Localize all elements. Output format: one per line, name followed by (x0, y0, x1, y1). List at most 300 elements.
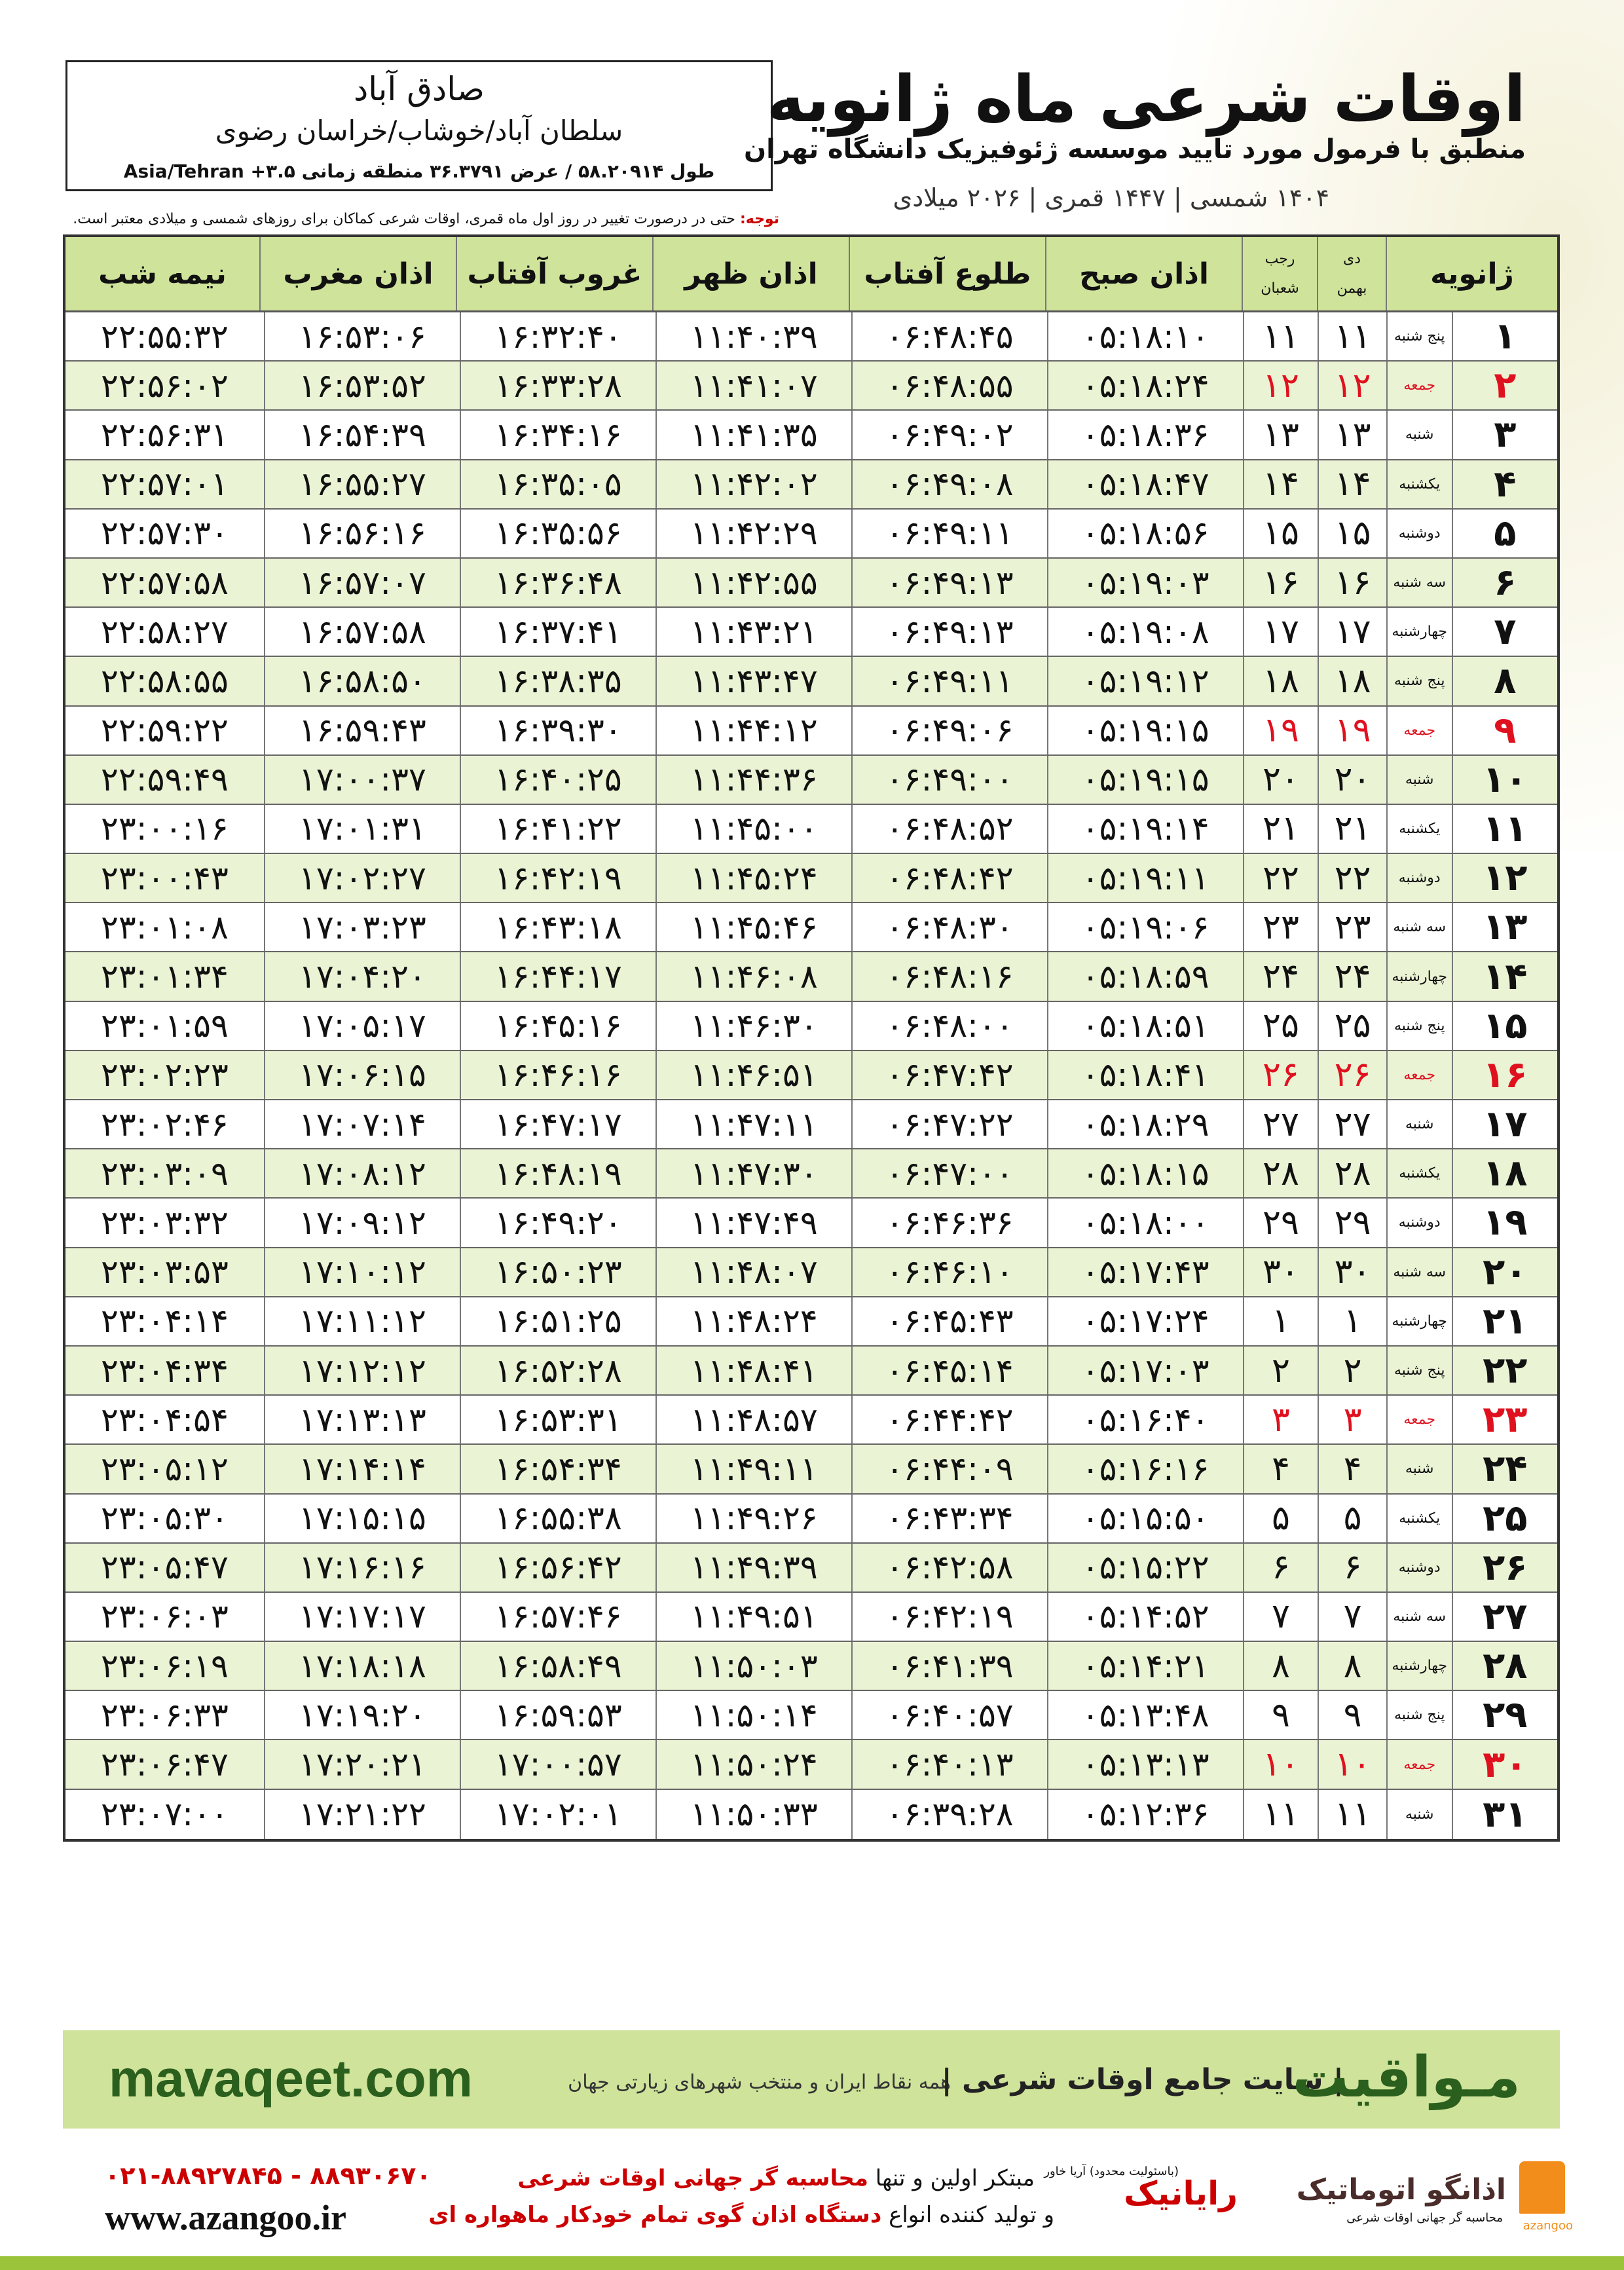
maghrib-time: ۱۶:۵۳:۵۲ (264, 362, 460, 409)
sunset-time: ۱۶:۵۱:۲۵ (460, 1297, 655, 1345)
weekday: سه شنبه (1386, 1593, 1452, 1641)
sunrise-time: ۰۶:۴۵:۴۳ (851, 1297, 1047, 1345)
solar-day: ۳۰ (1318, 1248, 1386, 1296)
sunrise-time: ۰۶:۴۴:۴۲ (851, 1396, 1047, 1443)
weekday: دوشنبه (1386, 1544, 1452, 1591)
weekday: چهارشنبه (1386, 608, 1452, 656)
midnight-time: ۲۳:۰۶:۱۹ (101, 1647, 229, 1685)
midnight-time: ۲۳:۰۰:۱۶ (101, 809, 229, 848)
solar-day: ۴ (1318, 1445, 1386, 1493)
solar-day: ۸ (1318, 1642, 1386, 1690)
table-row (65, 1149, 1557, 1199)
location-box (65, 60, 773, 191)
header-lunar-months (1242, 237, 1317, 310)
lunar-day: ۱ (1243, 1297, 1318, 1345)
table-row (65, 1297, 1557, 1347)
sunset-time: ۱۶:۵۹:۵۳ (460, 1691, 655, 1739)
midnight-time: ۲۲:۵۵:۳۲ (101, 317, 229, 356)
weekday: پنج شنبه (1386, 657, 1452, 705)
table-row (65, 312, 1557, 362)
fajr-time: ۰۵:۱۹:۱۴ (1047, 805, 1243, 853)
maghrib-time: ۱۷:۱۵:۱۵ (264, 1495, 460, 1542)
solar-day: ۱۱ (1318, 312, 1386, 360)
weekday: یکشنبه (1386, 1495, 1452, 1542)
sunrise-time: ۰۶:۴۹:۱۱ (851, 510, 1047, 557)
table-row (65, 854, 1557, 903)
sunrise-time: ۰۶:۴۸:۵۲ (851, 805, 1047, 853)
dhuhr-time: ۱۱:۵۰:۲۴ (655, 1740, 851, 1788)
dhuhr-time: ۱۱:۴۷:۱۱ (655, 1100, 851, 1148)
midnight-time: ۲۳:۰۱:۵۹ (101, 1007, 229, 1045)
midnight-time: ۲۳:۰۷:۰۰ (101, 1795, 229, 1834)
fajr-time: ۰۵:۱۴:۲۱ (1047, 1642, 1243, 1690)
day-number: ۲۹ (1452, 1691, 1557, 1739)
maghrib-time: ۱۷:۰۰:۳۷ (264, 756, 460, 804)
table-row (65, 1396, 1557, 1445)
dhuhr-time: ۱۱:۴۴:۱۲ (655, 707, 851, 754)
table-row (65, 411, 1557, 460)
day-number: ۲۷ (1452, 1593, 1557, 1641)
maghrib-time: ۱۷:۲۰:۲۱ (264, 1740, 460, 1788)
lunar-day: ۱۳ (1243, 411, 1318, 458)
day-number: ۱۹ (1452, 1199, 1557, 1246)
header-midnight: نیمه شب (98, 257, 227, 291)
dhuhr-time: ۱۱:۴۲:۰۲ (655, 460, 851, 508)
lunar-day: ۱۸ (1243, 657, 1318, 705)
maghrib-time: ۱۷:۱۴:۱۴ (264, 1445, 460, 1493)
region-name: سلطان آباد/خوشاب/خراسان رضوی (215, 115, 623, 147)
table-row (65, 1248, 1557, 1297)
bottom-stripe (0, 2256, 1624, 2270)
midnight-time: ۲۳:۰۶:۴۷ (101, 1745, 229, 1784)
sunrise-time: ۰۶:۴۹:۰۲ (851, 411, 1047, 458)
midnight-time: ۲۳:۰۱:۳۴ (101, 958, 229, 996)
lunar-day: ۲۴ (1243, 952, 1318, 1000)
day-number: ۸ (1452, 657, 1557, 705)
weekday: پنج شنبه (1386, 1691, 1452, 1739)
midnight-time: ۲۲:۵۷:۵۸ (101, 563, 229, 602)
weekday: یکشنبه (1386, 805, 1452, 853)
maghrib-time: ۱۷:۰۴:۲۰ (264, 952, 460, 1000)
day-number: ۳۱ (1452, 1790, 1557, 1839)
midnight-time: ۲۳:۰۳:۵۳ (101, 1253, 229, 1292)
lunar-day: ۱۱ (1243, 312, 1318, 360)
solar-day: ۶ (1318, 1544, 1386, 1591)
sunset-time: ۱۶:۴۱:۲۲ (460, 805, 655, 853)
coordinates: طول ۵۸.۲۰۹۱۴ / عرض ۳۶.۳۷۹۱ منطقه زمانی ۳.۵+ Asia/Tehran (123, 160, 715, 182)
table-row (65, 756, 1557, 805)
sunset-time: ۱۶:۴۵:۱۶ (460, 1002, 655, 1050)
header-sunrise: طلوع آفتاب (849, 237, 1045, 310)
weekday: جمعه (1386, 1740, 1452, 1788)
sunset-time: ۱۶:۴۰:۲۵ (460, 756, 655, 804)
weekday: دوشنبه (1386, 510, 1452, 557)
maghrib-time: ۱۷:۰۹:۱۲ (264, 1199, 460, 1246)
dhuhr-time: ۱۱:۴۰:۳۹ (655, 312, 851, 360)
weekday: شنبه (1386, 756, 1452, 804)
midnight-time: ۲۲:۵۷:۰۱ (101, 465, 229, 504)
day-number: ۲۴ (1452, 1445, 1557, 1493)
day-number: ۵ (1452, 510, 1557, 557)
fajr-time: ۰۵:۱۵:۲۲ (1047, 1544, 1243, 1591)
solar-day: ۱۰ (1318, 1740, 1386, 1788)
day-number: ۳ (1452, 411, 1557, 458)
lunar-day: ۴ (1243, 1445, 1318, 1493)
weekday: پنج شنبه (1386, 312, 1452, 360)
maghrib-time: ۱۷:۱۷:۱۷ (264, 1593, 460, 1641)
sunset-time: ۱۶:۴۹:۲۰ (460, 1199, 655, 1246)
dhuhr-time: ۱۱:۴۹:۲۶ (655, 1495, 851, 1542)
fajr-time: ۰۵:۱۷:۴۳ (1047, 1248, 1243, 1296)
day-number: ۹ (1452, 707, 1557, 754)
weekday: جمعه (1386, 1396, 1452, 1443)
sunrise-time: ۰۶:۴۲:۱۹ (851, 1593, 1047, 1641)
table-row (65, 1790, 1557, 1839)
sunrise-time: ۰۶:۴۸:۴۲ (851, 854, 1047, 902)
fajr-time: ۰۵:۱۷:۰۳ (1047, 1347, 1243, 1394)
solar-day: ۲۱ (1318, 805, 1386, 853)
dhuhr-time: ۱۱:۵۰:۰۳ (655, 1642, 851, 1690)
maghrib-time: ۱۷:۱۲:۱۲ (264, 1347, 460, 1394)
sunset-time: ۱۶:۵۰:۲۳ (460, 1248, 655, 1296)
sunset-time: ۱۶:۴۳:۱۸ (460, 903, 655, 951)
dhuhr-time: ۱۱:۴۳:۲۱ (655, 608, 851, 656)
table-row (65, 1002, 1557, 1051)
maghrib-time: ۱۷:۰۲:۲۷ (264, 854, 460, 902)
solar-day: ۲۲ (1318, 854, 1386, 902)
midnight-time: ۲۲:۵۹:۲۲ (101, 711, 229, 750)
midnight-time: ۲۳:۰۰:۴۳ (101, 859, 229, 897)
fajr-time: ۰۵:۱۸:۲۹ (1047, 1100, 1243, 1148)
lunar-day: ۱۲ (1243, 362, 1318, 409)
sunrise-time: ۰۶:۴۸:۰۰ (851, 1002, 1047, 1050)
day-number: ۲۱ (1452, 1297, 1557, 1345)
solar-day: ۲۵ (1318, 1002, 1386, 1050)
fajr-time: ۰۵:۱۷:۲۴ (1047, 1297, 1243, 1345)
day-number: ۳۰ (1452, 1740, 1557, 1788)
sunrise-time: ۰۶:۳۹:۲۸ (851, 1790, 1047, 1839)
weekday: شنبه (1386, 411, 1452, 458)
footer-banner (63, 2030, 1560, 2129)
weekday: شنبه (1386, 1445, 1452, 1493)
maghrib-time: ۱۶:۵۷:۵۸ (264, 608, 460, 656)
solar-day: ۲ (1318, 1347, 1386, 1394)
table-row (65, 1051, 1557, 1100)
footer-line-2a: و تولید کننده انواع (889, 2202, 1054, 2228)
midnight-time: ۲۳:۰۴:۱۴ (101, 1302, 229, 1341)
fajr-time: ۰۵:۱۶:۴۰ (1047, 1396, 1243, 1443)
weekday: شنبه (1386, 1100, 1452, 1148)
sunset-time: ۱۶:۳۹:۳۰ (460, 707, 655, 754)
maghrib-time: ۱۷:۱۳:۱۳ (264, 1396, 460, 1443)
midnight-time: ۲۲:۵۹:۴۹ (101, 760, 229, 799)
weekday: جمعه (1386, 362, 1452, 409)
lunar-day: ۹ (1243, 1691, 1318, 1739)
brand-tagline: همه نقاط ایران و منتخب شهرهای زیارتی جهان (568, 2071, 951, 2094)
sunset-time: ۱۶:۳۴:۱۶ (460, 411, 655, 458)
table-row (65, 1495, 1557, 1544)
header-shaban: شعبان (1261, 280, 1299, 297)
day-number: ۱۵ (1452, 1002, 1557, 1050)
dhuhr-time: ۱۱:۴۱:۳۵ (655, 411, 851, 458)
weekday: یکشنبه (1386, 460, 1452, 508)
fajr-time: ۰۵:۱۳:۱۳ (1047, 1740, 1243, 1788)
header-sunset: غروب آفتاب (456, 237, 652, 310)
fajr-time: ۰۵:۱۵:۵۰ (1047, 1495, 1243, 1542)
sunrise-time: ۰۶:۴۹:۰۸ (851, 460, 1047, 508)
day-number: ۱۳ (1452, 903, 1557, 951)
azangoo-logo: اذانگو اتوماتیک (1296, 2173, 1506, 2206)
dhuhr-time: ۱۱:۴۴:۳۶ (655, 756, 851, 804)
footer-line-2b: دستگاه اذان گوی تمام خودکار ماهواره ای (428, 2202, 882, 2228)
day-number: ۱۱ (1452, 805, 1557, 853)
dhuhr-time: ۱۱:۴۳:۴۷ (655, 657, 851, 705)
fajr-time: ۰۵:۱۹:۰۶ (1047, 903, 1243, 951)
fajr-time: ۰۵:۱۸:۲۴ (1047, 362, 1243, 409)
sunset-time: ۱۶:۴۶:۱۶ (460, 1051, 655, 1099)
maghrib-time: ۱۶:۵۵:۲۷ (264, 460, 460, 508)
lunar-day: ۲۸ (1243, 1149, 1318, 1197)
day-number: ۲۵ (1452, 1495, 1557, 1542)
day-number: ۴ (1452, 460, 1557, 508)
fajr-time: ۰۵:۱۸:۵۱ (1047, 1002, 1243, 1050)
sunset-time: ۱۶:۳۳:۲۸ (460, 362, 655, 409)
weekday: چهارشنبه (1386, 952, 1452, 1000)
lunar-day: ۱۵ (1243, 510, 1318, 557)
sunset-time: ۱۶:۵۷:۴۶ (460, 1593, 655, 1641)
solar-day: ۲۴ (1318, 952, 1386, 1000)
city-name: صادق آباد (354, 70, 485, 108)
table-row (65, 362, 1557, 411)
table-body (65, 312, 1557, 1839)
fajr-time: ۰۵:۱۸:۴۱ (1047, 1051, 1243, 1099)
fajr-time: ۰۵:۱۸:۵۶ (1047, 510, 1243, 557)
solar-day: ۲۸ (1318, 1149, 1386, 1197)
table-row (65, 1642, 1557, 1691)
solar-day: ۳ (1318, 1396, 1386, 1443)
fajr-time: ۰۵:۱۸:۰۰ (1047, 1199, 1243, 1246)
table-row (65, 559, 1557, 608)
sunset-time: ۱۷:۰۲:۰۱ (460, 1790, 655, 1839)
sunrise-time: ۰۶:۴۲:۵۸ (851, 1544, 1047, 1591)
weekday: یکشنبه (1386, 1149, 1452, 1197)
sunrise-time: ۰۶:۴۸:۳۰ (851, 903, 1047, 951)
day-number: ۶ (1452, 559, 1557, 606)
maghrib-time: ۱۷:۱۱:۱۲ (264, 1297, 460, 1345)
day-number: ۱۰ (1452, 756, 1557, 804)
dhuhr-time: ۱۱:۴۲:۵۵ (655, 559, 851, 606)
weekday: پنج شنبه (1386, 1002, 1452, 1050)
day-number: ۱۸ (1452, 1149, 1557, 1197)
sunrise-time: ۰۶:۴۳:۳۴ (851, 1495, 1047, 1542)
solar-day: ۱۶ (1318, 559, 1386, 606)
sunrise-time: ۰۶:۴۶:۱۰ (851, 1248, 1047, 1296)
solar-day: ۲۷ (1318, 1100, 1386, 1148)
midnight-time: ۲۳:۰۶:۰۳ (101, 1597, 229, 1636)
sunset-time: ۱۶:۳۷:۴۱ (460, 608, 655, 656)
fajr-time: ۰۵:۱۹:۱۵ (1047, 707, 1243, 754)
sunset-time: ۱۶:۳۵:۰۵ (460, 460, 655, 508)
day-number: ۲۸ (1452, 1642, 1557, 1690)
weekday: چهارشنبه (1386, 1297, 1452, 1345)
site-url[interactable]: mavaqeet.com (109, 2049, 473, 2108)
maghrib-time: ۱۶:۵۹:۴۳ (264, 707, 460, 754)
maghrib-time: ۱۶:۵۴:۳۹ (264, 411, 460, 458)
header-solar-months (1317, 237, 1386, 310)
page-title: اوقات شرعی ماه ژانویه (766, 62, 1526, 137)
phone-numbers: ۰۲۱-۸۸۹۲۷۸۴۵ - ۸۸۹۳۰۶۷۰ (105, 2161, 432, 2190)
header-dey: دی (1342, 251, 1361, 267)
solar-day: ۲۳ (1318, 903, 1386, 951)
lunar-day: ۵ (1243, 1495, 1318, 1542)
sunrise-time: ۰۶:۴۰:۱۳ (851, 1740, 1047, 1788)
maghrib-time: ۱۷:۱۸:۱۸ (264, 1642, 460, 1690)
page-subtitle: منطبق با فرمول مورد تایید موسسه ژئوفیزیک دانشگاه تهران (743, 134, 1526, 164)
solar-day: ۹ (1318, 1691, 1386, 1739)
sunrise-time: ۰۶:۴۸:۵۵ (851, 362, 1047, 409)
midnight-time: ۲۳:۰۴:۳۴ (101, 1351, 229, 1390)
lunar-day: ۲۷ (1243, 1100, 1318, 1148)
table-row (65, 657, 1557, 706)
midnight-time: ۲۲:۵۷:۳۰ (101, 514, 229, 553)
midnight-time: ۲۳:۰۵:۱۲ (101, 1449, 229, 1488)
day-number: ۲۰ (1452, 1248, 1557, 1296)
dhuhr-time: ۱۱:۴۲:۲۹ (655, 510, 851, 557)
lunar-day: ۸ (1243, 1642, 1318, 1690)
fajr-time: ۰۵:۱۸:۵۹ (1047, 952, 1243, 1000)
sunrise-time: ۰۶:۴۶:۳۶ (851, 1199, 1047, 1246)
lunar-day: ۲۶ (1243, 1051, 1318, 1099)
lunar-day: ۱۶ (1243, 559, 1318, 606)
header-dhuhr: اذان ظهر (652, 237, 849, 310)
fajr-time: ۰۵:۱۹:۱۱ (1047, 854, 1243, 902)
azangoo-logo-text: azangoo (1522, 2219, 1573, 2233)
sunset-time: ۱۶:۴۷:۱۷ (460, 1100, 655, 1148)
sunset-time: ۱۶:۵۴:۳۴ (460, 1445, 655, 1493)
footer-line-1a: مبتکر اولین و تنها (875, 2165, 1035, 2191)
dhuhr-time: ۱۱:۵۰:۱۴ (655, 1691, 851, 1739)
solar-day: ۱۳ (1318, 411, 1386, 458)
sunset-time: ۱۶:۵۳:۳۱ (460, 1396, 655, 1443)
midnight-time: ۲۳:۰۲:۲۳ (101, 1056, 229, 1094)
day-number: ۱۴ (1452, 952, 1557, 1000)
notice (73, 211, 779, 227)
midnight-time: ۲۳:۰۵:۴۷ (101, 1548, 229, 1587)
header-bahman: بهمن (1337, 280, 1367, 297)
maghrib-time: ۱۷:۰۵:۱۷ (264, 1002, 460, 1050)
fajr-time: ۰۵:۱۴:۵۲ (1047, 1593, 1243, 1641)
sunset-time: ۱۶:۳۸:۳۵ (460, 657, 655, 705)
sunrise-time: ۰۶:۴۷:۴۲ (851, 1051, 1047, 1099)
dhuhr-time: ۱۱:۴۷:۳۰ (655, 1149, 851, 1197)
sunset-time: ۱۶:۵۵:۳۸ (460, 1495, 655, 1542)
azangoo-logo-tagline: محاسبه گر جهانی اوقات شرعی (1346, 2211, 1503, 2225)
table-row (65, 1445, 1557, 1494)
sunset-time: ۱۶:۵۲:۲۸ (460, 1347, 655, 1394)
solar-day: ۱۸ (1318, 657, 1386, 705)
lunar-day: ۲۲ (1243, 854, 1318, 902)
sunrise-time: ۰۶:۴۹:۱۱ (851, 657, 1047, 705)
sunset-time: ۱۶:۳۲:۴۰ (460, 312, 655, 360)
dhuhr-time: ۱۱:۴۸:۴۱ (655, 1347, 851, 1394)
sunrise-time: ۰۶:۴۵:۱۴ (851, 1347, 1047, 1394)
lunar-day: ۱۹ (1243, 707, 1318, 754)
header-month: ژانویه (1386, 237, 1557, 310)
sunrise-time: ۰۶:۴۸:۴۵ (851, 312, 1047, 360)
midnight-time: ۲۲:۵۶:۳۱ (101, 415, 229, 454)
table-row (65, 952, 1557, 1001)
weekday: دوشنبه (1386, 854, 1452, 902)
dhuhr-time: ۱۱:۴۸:۲۴ (655, 1297, 851, 1345)
fajr-time: ۰۵:۱۸:۳۶ (1047, 411, 1243, 458)
day-number: ۱۷ (1452, 1100, 1557, 1148)
table-row (65, 707, 1557, 756)
lunar-day: ۱۷ (1243, 608, 1318, 656)
dhuhr-time: ۱۱:۴۹:۵۱ (655, 1593, 851, 1641)
sunrise-time: ۰۶:۴۴:۰۹ (851, 1445, 1047, 1493)
raianik-logo-small: (باسئولیت محدود) آریا خاور (1044, 2165, 1179, 2178)
azangoo-logo-icon (1519, 2161, 1565, 2214)
fajr-time: ۰۵:۱۶:۱۶ (1047, 1445, 1243, 1493)
midnight-time: ۲۲:۵۸:۲۷ (101, 612, 229, 651)
company-website[interactable]: www.azangoo.ir (105, 2198, 346, 2237)
dhuhr-time: ۱۱:۴۹:۱۱ (655, 1445, 851, 1493)
fajr-time: ۰۵:۱۳:۴۸ (1047, 1691, 1243, 1739)
maghrib-time: ۱۷:۰۶:۱۵ (264, 1051, 460, 1099)
fajr-time: ۰۵:۱۸:۱۵ (1047, 1149, 1243, 1197)
lunar-day: ۶ (1243, 1544, 1318, 1591)
raianik-logo: رایانیک (1124, 2174, 1238, 2212)
dhuhr-time: ۱۱:۴۶:۰۸ (655, 952, 851, 1000)
notice-text: حتی در درصورت تغییر در روز اول ماه قمری، اوقات شرعی کماکان برای روزهای شمسی و میلادی معتبر است. (73, 211, 735, 227)
table-row (65, 1199, 1557, 1248)
day-number: ۲۶ (1452, 1544, 1557, 1591)
sunrise-time: ۰۶:۴۷:۰۰ (851, 1149, 1047, 1197)
fajr-time: ۰۵:۱۲:۳۶ (1047, 1790, 1243, 1839)
lunar-day: ۱۱ (1243, 1790, 1318, 1839)
table-row (65, 1544, 1557, 1593)
header-maghrib: اذان مغرب (259, 237, 456, 310)
maghrib-time: ۱۷:۱۹:۲۰ (264, 1691, 460, 1739)
table-row (65, 1740, 1557, 1789)
day-number: ۱۶ (1452, 1051, 1557, 1099)
footer-line-1 (517, 2165, 1035, 2191)
maghrib-time: ۱۶:۵۶:۱۶ (264, 510, 460, 557)
maghrib-time: ۱۷:۰۷:۱۴ (264, 1100, 460, 1148)
weekday: پنج شنبه (1386, 1347, 1452, 1394)
midnight-time: ۲۳:۰۵:۳۰ (101, 1499, 229, 1538)
midnight-time: ۲۳:۰۲:۴۶ (101, 1105, 229, 1144)
weekday: سه شنبه (1386, 559, 1452, 606)
maghrib-time: ۱۶:۵۳:۰۶ (264, 312, 460, 360)
maghrib-time: ۱۷:۰۱:۳۱ (264, 805, 460, 853)
solar-day: ۱۲ (1318, 362, 1386, 409)
sunset-time: ۱۶:۳۶:۴۸ (460, 559, 655, 606)
solar-day: ۲۰ (1318, 756, 1386, 804)
dhuhr-time: ۱۱:۴۱:۰۷ (655, 362, 851, 409)
lunar-day: ۲ (1243, 1347, 1318, 1394)
lunar-day: ۲۵ (1243, 1002, 1318, 1050)
header-rajab: رجب (1264, 251, 1295, 267)
midnight-time: ۲۳:۰۳:۳۲ (101, 1203, 229, 1242)
solar-day: ۱۹ (1318, 707, 1386, 754)
solar-day: ۱۱ (1318, 1790, 1386, 1839)
header-fajr: اذان صبح (1045, 237, 1242, 310)
table-row (65, 1347, 1557, 1396)
solar-day: ۱۷ (1318, 608, 1386, 656)
brand-name: مـواقیت (1292, 2045, 1521, 2110)
lunar-day: ۲۳ (1243, 903, 1318, 951)
